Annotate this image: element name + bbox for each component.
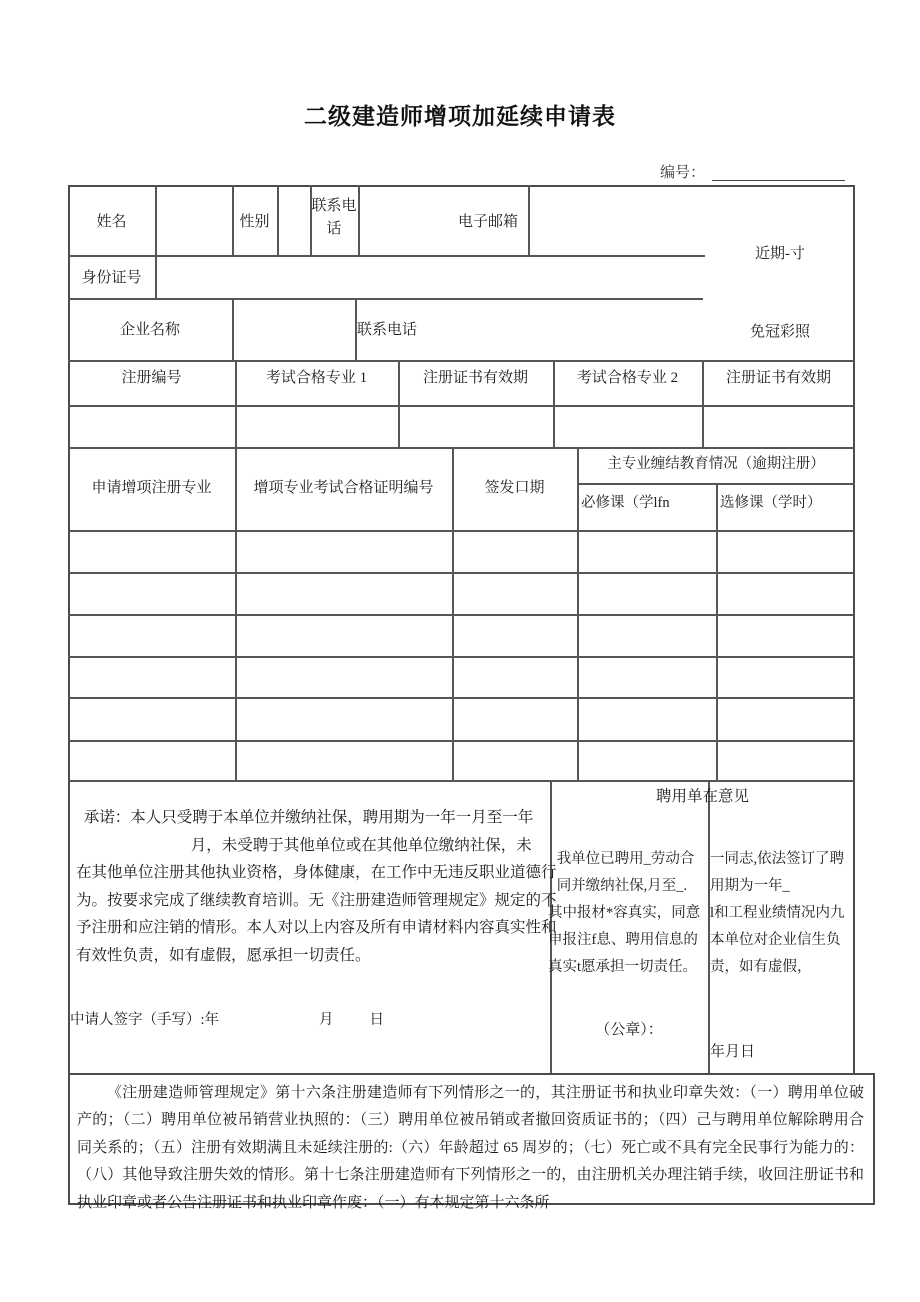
table-line (68, 405, 855, 407)
table-line (68, 530, 855, 532)
company-name-label: 企业名称 (119, 322, 180, 338)
phone-label-line2: 话 (326, 221, 342, 237)
edu-required-header: 必修课（学lfn (581, 495, 670, 511)
name-label: 姓名 (96, 214, 127, 230)
table-line (235, 530, 237, 780)
table-line (68, 572, 855, 574)
table-line (68, 298, 703, 300)
regulations-text: 《注册建造师管理规定》第十六条注册建造师有下列情形之一的，其注册证书和执业印章失效：（一）聘用单位破产的；（二）聘用单位被吊销营业执照的：（三）聘用单位被吊销或者撤回资质证书的；（四）己与聘用单位解除聘用合同关系的；（五）注册有效期满且未延续注册的:（六）年龄超过 65 周岁的；（七）死亡或不具有完全民事行为能力的：（八）其他导致注册失效的情形。第十七条注册建造师有下列情形之一的，由注册机关办理注销手续，收回注册证书和执业印章或者公告注册证书和执业印章作废：（一）有本规定第十六条所 (77, 1085, 864, 1211)
employer-opinion-line: 其中报材*容真实，同意 (548, 905, 701, 921)
edu-section-header: 主专业缠结教育情况（逾期注册） (607, 456, 825, 472)
table-line (232, 298, 234, 360)
addition-certno-header: 增项专业考试合格证明编号 (253, 480, 434, 496)
id-number-label: 身份证号 (81, 270, 142, 286)
employer-opinion-line: l和工程业绩情况内九 (710, 905, 845, 921)
table-line (716, 483, 718, 530)
reg-header-number: 注册编号 (121, 370, 182, 386)
employer-opinion-line: 我单位已聘用_劳动合 (556, 851, 695, 867)
commitment-line: 承诺：本人只受聘于本单位并缴纳社保，聘用期为一年一月至一年 (83, 809, 534, 826)
company-phone-label: 联系电话 (357, 322, 418, 338)
addition-profession-header: 申请增项注册专业 (91, 480, 212, 496)
table-line (68, 447, 855, 449)
email-label: 电子邮箱 (457, 214, 518, 230)
commitment-line: 有效性负责，如有虚假，愿承担一切责任。 (76, 946, 371, 964)
table-line (68, 697, 855, 699)
employer-opinion-line: 本单位对企业信生负 (710, 932, 841, 948)
commitment-line: 在其他单位注册其他执业资格，身体健康，在工作中无违反职业道德行 (76, 864, 557, 881)
commitment-line: 月，未受聘于其他单位或在其他单位缴纳社保，未 (190, 836, 532, 854)
signature-month-label: 月 (319, 1012, 334, 1028)
photo-note-line1: 近期-寸 (755, 246, 805, 262)
photo-note-line2: 免冠彩照 (749, 324, 810, 340)
employer-opinion-line: 一同志,依法签订了聘 (710, 851, 845, 867)
employer-opinion-line: 责，如有虚假， (710, 959, 812, 975)
table-line (452, 530, 454, 780)
table-line (528, 185, 530, 255)
gender-label: 性别 (239, 214, 270, 230)
employer-opinion-line: 申报注f息、聘用信息的 (548, 932, 698, 948)
employer-opinion-title: 聘用单在意见 (655, 788, 749, 805)
table-line (68, 780, 855, 782)
table-line (68, 360, 855, 362)
commitment-line: 予注册和应注销的情形。本人对以上内容及所有申请材料内容真实性和 (76, 919, 557, 936)
applicant-signature-row (70, 1008, 384, 1029)
employer-opinion-line: 真实t愿承担一切责任。 (548, 959, 698, 975)
employer-opinion-line: 用期为一年_ (710, 878, 790, 894)
form-title: 二级建造师增项加延续申请表 (304, 104, 616, 129)
table-line (277, 185, 279, 255)
commitment-paragraph (76, 804, 557, 969)
serial-number-blank (712, 163, 845, 181)
reg-header-validity2: 注册证书有效期 (725, 370, 831, 386)
commitment-line: 为。按要求完成了继续教育培训。无《注册建造师管理规定》规定的不 (76, 891, 557, 909)
id-number-value-cell (155, 258, 695, 296)
table-line (68, 656, 855, 658)
reg-header-exam1: 考试合格专业 1 (265, 370, 368, 386)
signature-label: 中请人签字（手写）:年 (70, 1012, 220, 1028)
reg-header-exam2: 考试合格专业 2 (576, 370, 679, 386)
company-seal-label: （公章）： (595, 1022, 663, 1038)
regulations-box (68, 1073, 875, 1211)
signature-day-label: 日 (369, 1012, 385, 1028)
employer-opinion-line: 同并缴纳社保,月至_. (556, 878, 688, 894)
employer-date-label: 年月日 (710, 1044, 756, 1060)
employer-opinion-left-column (548, 846, 710, 981)
table-line (716, 530, 718, 780)
phone-label (310, 196, 358, 242)
addition-issuedate-header: 签发口期 (484, 480, 545, 496)
edu-elective-header: 选修课（学时） (720, 495, 822, 511)
table-line (577, 530, 579, 780)
employer-opinion-right-column (710, 846, 856, 981)
reg-header-validity1: 注册证书有效期 (422, 370, 528, 386)
serial-number-label: 编号： (660, 165, 706, 181)
phone-label-line1: 联系电 (311, 198, 357, 214)
name-value-cell (155, 195, 232, 255)
table-line (68, 255, 705, 257)
table-line (68, 740, 855, 742)
table-line (68, 614, 855, 616)
